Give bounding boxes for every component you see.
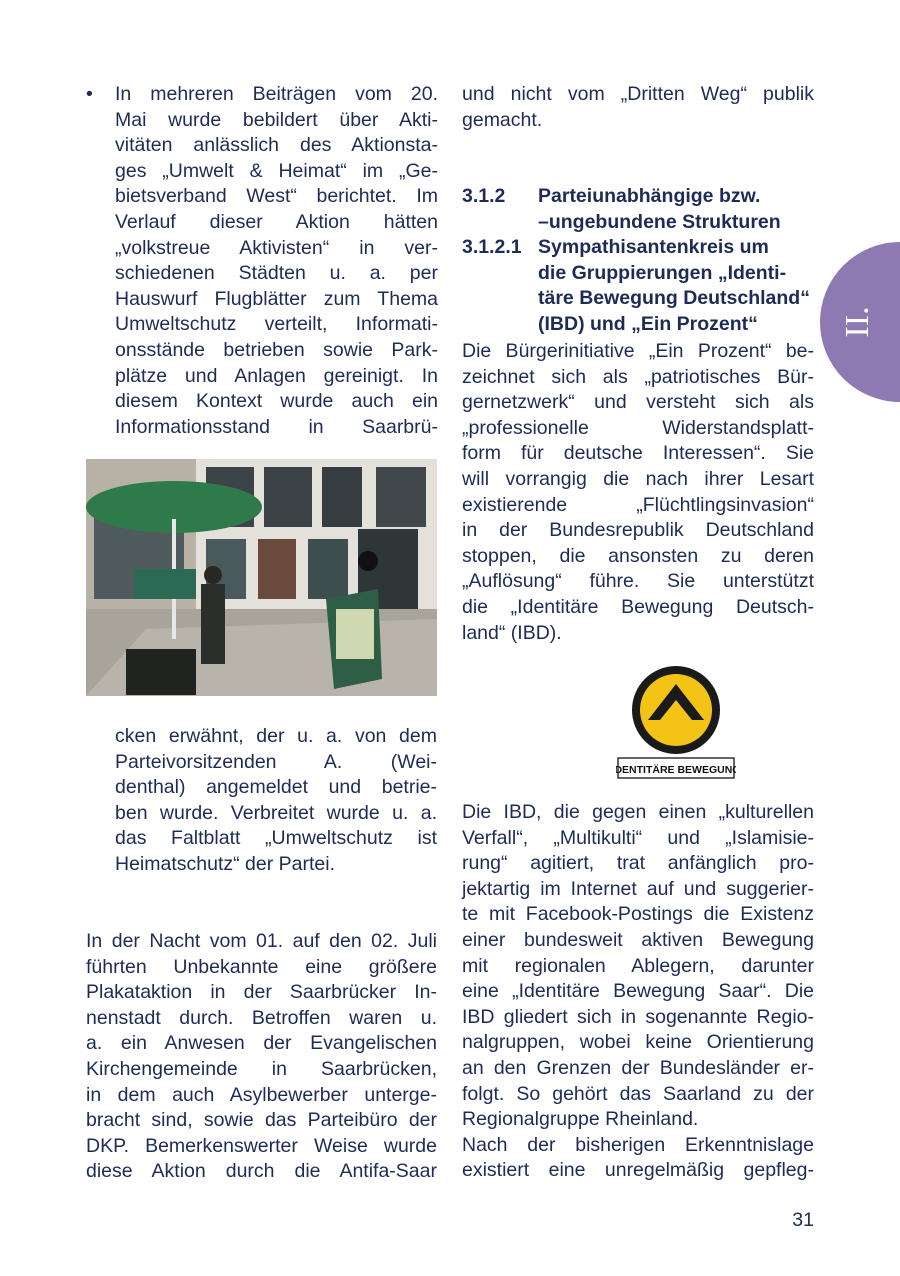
text-line: ben wurde. Verbreitet wurde u. a. bbox=[115, 801, 437, 824]
text-line: nalgruppen, wobei keine Orientierung bbox=[462, 1031, 814, 1054]
street-scene-image bbox=[86, 459, 437, 696]
text-line: In mehreren Beiträgen vom 20. bbox=[115, 83, 438, 105]
text-line: „Auflösung“ führe. Sie unterstützt bbox=[462, 570, 814, 593]
text-line: Nach der bisherigen Erkenntnislage bbox=[462, 1133, 814, 1156]
bullet-text bbox=[115, 82, 438, 440]
next-paragraph-text bbox=[462, 1133, 814, 1184]
street-photo bbox=[86, 459, 437, 696]
text-line: Hauswurf Flugblätter zum Thema bbox=[115, 287, 438, 310]
lambda-logo-icon bbox=[616, 664, 736, 780]
text-line: plätze und Anlagen gereinigt. In bbox=[115, 364, 438, 387]
continued-paragraph bbox=[115, 724, 437, 878]
heading-text bbox=[538, 184, 814, 235]
text-line: führten Unbekannte eine größere bbox=[86, 955, 437, 978]
bullet-paragraph bbox=[86, 82, 438, 440]
text-line: zeichnet sich als „patriotisches Bür- bbox=[462, 365, 814, 388]
night-paragraph bbox=[86, 929, 437, 1185]
text-line: diese Aktion durch die Antifa-Saar bbox=[86, 1160, 437, 1183]
heading-number: 3.1.2.1 bbox=[462, 236, 522, 259]
heading-text bbox=[538, 235, 814, 337]
text-line: Umweltschutz verteilt, Informati- bbox=[115, 313, 438, 336]
text-line: existierende „Flüchtlingsinvasion“ bbox=[462, 493, 814, 516]
heading-number: 3.1.2 bbox=[462, 185, 506, 207]
text-line: Regionalgruppe Rheinland. bbox=[462, 1108, 699, 1131]
text-line: a. ein Anwesen der Evangelischen bbox=[86, 1032, 437, 1055]
continued-sentence bbox=[462, 82, 814, 133]
text-line: stoppen, die ansonsten zu deren bbox=[462, 544, 814, 567]
text-line: form für deutsche Interessen“. Sie bbox=[462, 442, 814, 465]
text-line: denthal) angemeldet und betrie- bbox=[115, 776, 437, 799]
text-line: folgt. So gehört das Saarland zu der bbox=[462, 1082, 814, 1105]
text-line: Plakataktion in der Saarbrücker In- bbox=[86, 981, 437, 1004]
text-line: land“ (IBD). bbox=[462, 621, 562, 644]
heading-line: Sympathisantenkreis um bbox=[538, 236, 769, 259]
text-line: nenstadt durch. Betroffen waren u. bbox=[86, 1006, 437, 1029]
chapter-label: II. bbox=[839, 306, 876, 338]
heading-3-1-2 bbox=[462, 184, 814, 235]
text-line: gernetzwerk“ und versteht sich als bbox=[462, 391, 814, 414]
text-line: diesem Kontext wurde auch ein bbox=[115, 390, 438, 413]
heading-3-1-2-1 bbox=[462, 235, 814, 337]
text-line: eine „Identitäre Bewegung Saar“. Die bbox=[462, 980, 814, 1003]
text-line: Die IBD, die gegen einen „kulturellen bbox=[462, 801, 814, 823]
text-line: die „Identitäre Bewegung Deutsch- bbox=[462, 595, 814, 618]
text-line: gemacht. bbox=[462, 108, 543, 131]
text-line: „volkstreue Aktivisten“ in ver- bbox=[115, 236, 438, 259]
text-line: das Faltblatt „Umweltschutz ist bbox=[115, 827, 437, 850]
text-line: DKP. Bemerkenswerter Weise wurde bbox=[86, 1134, 437, 1157]
heading-line: Parteiunabhängige bzw. bbox=[538, 185, 761, 207]
text-line: jektartig im Internet auf und suggerier- bbox=[462, 877, 814, 900]
heading-line: –ungebundene Strukturen bbox=[538, 210, 781, 233]
text-line: einer bundesweit aktiven Bewegung bbox=[462, 928, 814, 951]
text-line: Parteivorsitzenden A. (Wei- bbox=[115, 750, 437, 773]
text-line: mit regionalen Ablegern, darunter bbox=[462, 954, 814, 977]
ein-prozent-paragraph bbox=[462, 339, 814, 646]
text-line: Verfall“, „Multikulti“ und „Islamisie- bbox=[462, 826, 814, 849]
text-line: ges „Umwelt & Heimat“ im „Ge- bbox=[115, 159, 438, 182]
text-line: rung“ agitiert, trat anfänglich pro- bbox=[462, 852, 814, 875]
text-line: Heimatschutz“ der Partei. bbox=[115, 852, 335, 875]
text-line: In der Nacht vom 01. auf den 02. Juli bbox=[86, 930, 437, 952]
text-line: vitäten anlässlich des Aktionsta- bbox=[115, 134, 438, 157]
heading-line: täre Bewegung Deutschland“ bbox=[538, 287, 810, 310]
text-line: cken erwähnt, der u. a. von dem bbox=[115, 725, 437, 747]
logo-caption: IDENTITÄRE BEWEGUNG bbox=[616, 764, 736, 776]
text-line: Informationsstand in Saarbrü- bbox=[115, 415, 438, 438]
text-line: in dem auch Asylbewerber unterge- bbox=[86, 1083, 437, 1106]
bullet-marker: • bbox=[86, 83, 93, 105]
text-line: und nicht vom „Dritten Weg“ publik bbox=[462, 83, 814, 105]
text-line: in der Bundesrepublik Deutschland bbox=[462, 519, 814, 542]
text-line: Die Bürgerinitiative „Ein Prozent“ be- bbox=[462, 340, 814, 362]
heading-line: (IBD) und „Ein Prozent“ bbox=[538, 312, 758, 335]
ibd-text bbox=[462, 800, 814, 1133]
text-line: Mai wurde bebildert über Akti- bbox=[115, 108, 438, 131]
text-line: te mit Facebook-Postings die Existenz bbox=[462, 903, 814, 926]
text-line: „professionelle Widerstandsplatt- bbox=[462, 416, 814, 439]
ibd-paragraph bbox=[462, 800, 814, 1184]
text-line: onsstände betrieben sowie Park- bbox=[115, 338, 438, 361]
text-line: existiert eine unregelmäßig gepfleg- bbox=[462, 1159, 814, 1182]
continued-sentence-text bbox=[462, 82, 814, 133]
page-number: 31 bbox=[792, 1209, 814, 1231]
text-line: Verlauf dieser Aktion hätten bbox=[115, 210, 438, 233]
text-line: schiedenen Städten u. a. per bbox=[115, 262, 438, 285]
text-line: Kirchengemeinde in Saarbrücken, bbox=[86, 1057, 437, 1080]
text-line: an den Grenzen der Bundesländer er- bbox=[462, 1056, 814, 1079]
identitaere-bewegung-logo bbox=[616, 664, 736, 780]
text-line: bietsverband West“ berichtet. Im bbox=[115, 185, 438, 208]
text-line: will vorrangig die nach ihrer Lesart bbox=[462, 467, 814, 490]
night-text bbox=[86, 929, 437, 1185]
heading-line: die Gruppierungen „Identi- bbox=[538, 261, 787, 284]
ein-prozent-text bbox=[462, 339, 814, 646]
text-line: bracht sind, sowie das Parteibüro der bbox=[86, 1109, 437, 1132]
text-line: IBD gliedert sich in sogenannte Regio- bbox=[462, 1005, 814, 1028]
section-headings bbox=[462, 184, 814, 338]
continued-text bbox=[115, 724, 437, 878]
